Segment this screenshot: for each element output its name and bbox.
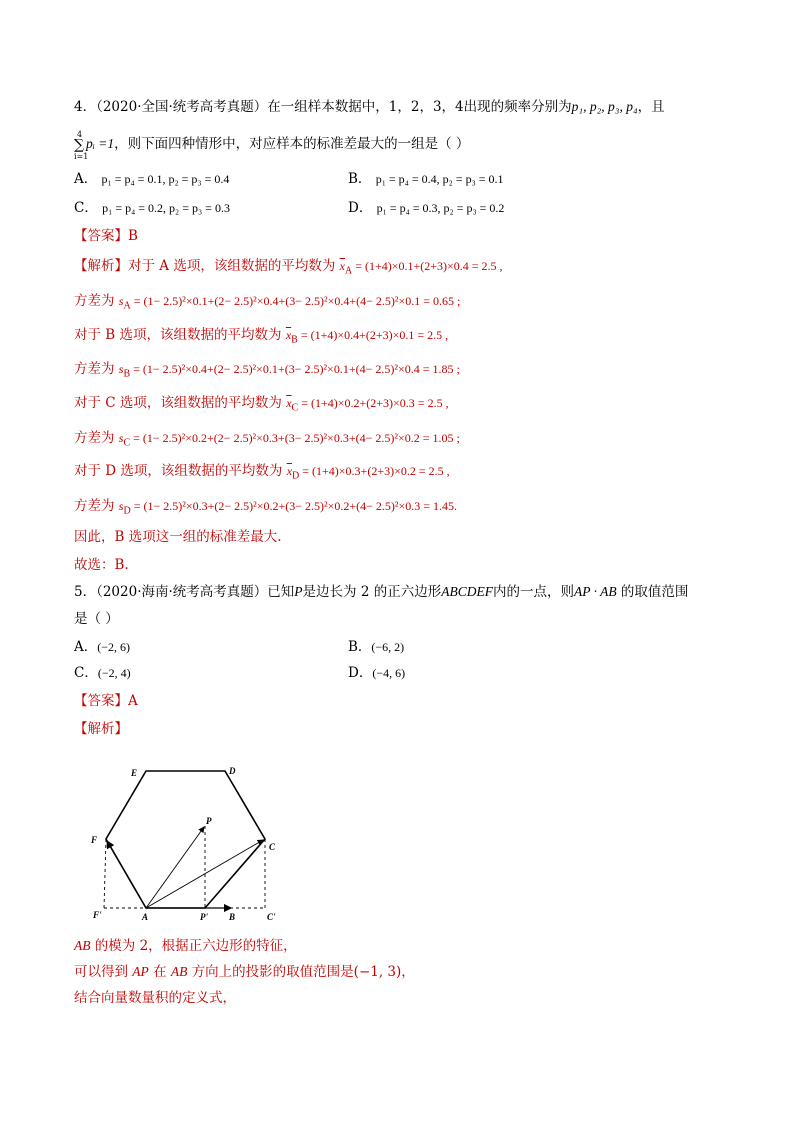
analysis-text: 对于 D 选项，该组数据的平均数为 [74,463,283,479]
s-symbol: s [118,499,124,513]
s-sub: A [123,300,131,312]
variance-label: 方差为 [74,430,115,446]
xbar: $\overline{x}$ [286,464,293,478]
variance-expression: = (1− 2.5)²×0.3+(2− 2.5)²×0.2+(3− 2.5)²×0.2+(4− 2.5)²×0.3 = 1.45. [130,499,458,513]
variance-expression: = (1− 2.5)²×0.2+(2− 2.5)²×0.3+(3− 2.5)²×0.3+(4− 2.5)²×0.2 = 1.05 ; [130,431,460,445]
hexagon-figure [88,758,288,928]
variance-label: 方差为 [74,498,115,514]
hexagon-outline [106,771,265,908]
s-symbol: s [118,431,124,445]
mean-expression: = (1+4)×0.1+(2+3)×0.4 = 2.5 , [352,259,503,273]
variance-symbol [118,499,131,517]
dot-product: AP · AB [573,584,617,599]
variance-symbol [118,362,131,380]
vec-ab: AB [74,938,91,953]
s-sub: D [123,505,131,517]
option-label: D． [348,665,373,681]
xbar-sub: B [291,334,298,346]
analysis-text: 可以得到 [74,964,133,980]
q5-analysis-line2 [74,962,415,982]
xbar: $\overline{x}$ [286,396,292,410]
analysis-text: 对于 B 选项，该组数据的平均数为 [74,327,282,343]
q4-answer: 【答案】B [74,228,138,244]
analysis-text: 对于 C 选项，该组数据的平均数为 [74,395,282,411]
mean-symbol [339,259,353,277]
sum-upper: 4 [77,130,83,139]
sum-expression: pᵢ =1 [86,136,115,151]
xbar: $\overline{x}$ [285,328,292,342]
label-a: A [142,912,149,922]
q4-analysis-b-variance [74,359,460,384]
q4-vars: p₁, p₂, p₃, p₄ [571,99,638,114]
option-expr: (−2, 6) [97,640,131,654]
option-expr: p₁ = p₄ = 0.2, p₂ = p₃ = 0.3 [102,201,230,215]
xbar-sub: A [344,265,353,277]
option-label: A． [74,171,98,187]
analysis-tag: 【解析】 [74,258,128,274]
point-p: P [294,584,303,599]
q4-option-c [74,198,230,218]
q4-stem-line1 [74,97,665,117]
q5-stem-text2: 是边长为 2 的正六边形 [302,584,442,600]
q4-analysis-a-variance [74,291,460,316]
label-d: D [229,766,236,776]
variance-expression: = (1− 2.5)²×0.4+(2− 2.5)²×0.1+(3− 2.5)²×0.1+(4− 2.5)²×0.4 = 1.85 ; [130,362,460,376]
label-e: E [131,768,138,778]
sum-lower: i=1 [74,152,89,161]
mean-expression: = (1+4)×0.3+(2+3)×0.2 = 2.5 , [299,464,450,478]
label-f-prime: F' [93,910,102,920]
variance-symbol [118,431,131,449]
xbar: $\overline{x}$ [339,259,345,273]
label-c: C [269,842,276,852]
q5-analysis-line3: 结合向量数量积的定义式， [74,990,236,1006]
q4-analysis-b-mean [74,325,448,350]
sum-symbol [74,130,89,161]
vector-ac [146,840,263,908]
q4-conclusion: 因此，B 选项这一组的标准差最大. [74,529,282,545]
analysis-text3: 方向上的投影的取值范围是(−1, 3)， [187,964,415,980]
q5-stem-text3: 内的一点，则 [492,584,574,600]
q4-option-b [348,169,504,189]
sum-sign: ∑ [74,137,84,153]
label-p: P [206,816,212,826]
q4-stem-end: ，且 [637,99,665,115]
q4-analysis-c-variance [74,428,460,453]
analysis-text: 的模为 2，根据正六边形的特征， [90,938,297,954]
hexagon-name: ABCDEF [441,584,493,599]
option-expr: p₁ = p₄ = 0.1, p₂ = p₃ = 0.4 [101,172,230,186]
vector-af [107,841,146,908]
option-label: C． [74,200,98,216]
q4-stem-text: 4．（2020·全国·统考高考真题）在一组样本数据中，1，2，3，4出现的频率分别为 [74,99,572,115]
q5-stem-text4: 的取值范围 [616,584,689,600]
q4-option-a [74,169,229,189]
vec-ab: AB [170,964,188,979]
dashed-f-drop [104,839,106,908]
s-sub: B [123,368,131,380]
option-label: D． [348,200,373,216]
option-expr: (−6, 2) [371,640,405,654]
mean-symbol [285,328,298,346]
mean-symbol [286,464,300,482]
q5-option-d [348,663,405,683]
option-label: B． [348,171,372,187]
s-symbol: s [118,294,124,308]
variance-symbol [118,294,131,312]
variance-label: 方差为 [74,293,115,309]
label-c-prime: C' [267,912,276,922]
q4-analysis-d-variance [74,496,457,521]
option-expr: p₁ = p₄ = 0.4, p₂ = p₃ = 0.1 [375,172,504,186]
s-symbol: s [118,362,124,376]
q5-analysis-line1 [74,936,297,956]
q5-option-c [74,663,131,683]
label-p-prime: P' [200,912,208,922]
q4-stem2-text: ，则下面四种情形中，对应样本的标准差最大的一组是（ ） [114,136,470,152]
q5-stem-line2: 是（ ） [74,611,119,627]
xbar-sub: D [292,470,300,482]
q5-answer: 【答案】A [74,693,138,709]
option-expr: (−2, 4) [97,666,131,680]
label-b: B [229,912,236,922]
label-f: F [91,835,98,845]
q4-stem-line2 [74,132,469,160]
mean-expression: = (1+4)×0.2+(2+3)×0.3 = 2.5 , [298,396,449,410]
q4-choose: 故选：B. [74,557,129,573]
vector-ap [146,827,204,908]
q5-analysis-tag: 【解析】 [74,721,128,737]
xbar-sub: C [291,402,299,414]
mean-expression: = (1+4)×0.4+(2+3)×0.1 = 2.5 , [297,328,449,342]
q5-stem-line1 [74,582,688,602]
option-expr: (−4, 6) [372,666,406,680]
option-label: C． [74,665,98,681]
q4-analysis-d-mean [74,461,450,486]
q5-option-b [348,637,404,657]
option-expr: p₁ = p₄ = 0.3, p₂ = p₃ = 0.2 [376,201,505,215]
q4-analysis-c-mean [74,393,449,418]
variance-expression: = (1− 2.5)²×0.1+(2− 2.5)²×0.4+(3− 2.5)²×0.4+(4− 2.5)²×0.1 = 0.65 ; [130,294,461,308]
q4-analysis-a-mean [74,256,503,281]
variance-label: 方差为 [74,361,115,377]
s-sub: C [123,437,131,449]
analysis-text2: 在 [148,964,171,980]
option-label: A． [74,639,98,655]
analysis-text: 对于 A 选项，该组数据的平均数为 [128,258,336,274]
option-label: B． [348,639,372,655]
mean-symbol [286,396,299,414]
q5-stem-text: 5．（2020·海南·统考高考真题）已知 [74,584,295,600]
vec-ap: AP [132,964,149,979]
q5-option-a [74,637,130,657]
q4-option-d [348,198,504,218]
